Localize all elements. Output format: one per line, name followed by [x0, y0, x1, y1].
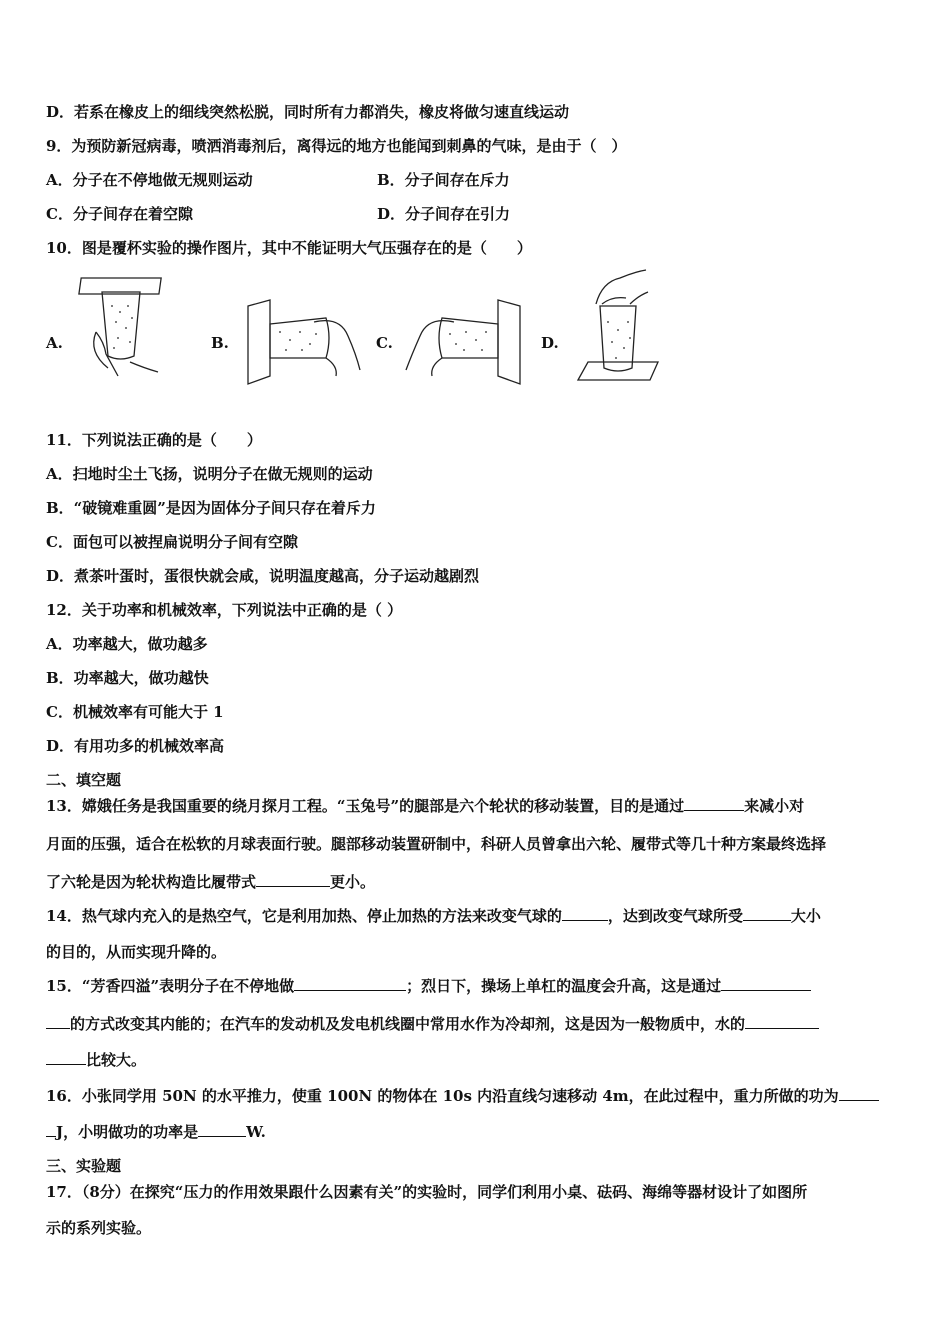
q10-figure-b: [240, 296, 364, 390]
q16-text-2a: J，小明做功的功率是: [56, 1123, 199, 1141]
q16-text-1: 16．小张同学用 50N 的水平推力，使重 100N 的物体在 10s 内沿直线匀速移动 4m，在此过程中，重力所做的功为: [46, 1087, 839, 1105]
q14-text-1b: ，达到改变气球所受: [607, 907, 743, 925]
q14-line1: [46, 906, 821, 926]
q17-line2: 示的系列实验。: [46, 1219, 152, 1237]
q9-stem: 9．为预防新冠病毒，喷洒消毒剂后，离得远的地方也能闻到刺鼻的气味，是由于（ ）: [46, 137, 627, 155]
q15-text-3: 比较大。: [86, 1051, 147, 1069]
q15-blank-1[interactable]: [294, 976, 406, 991]
q16-blank-2[interactable]: [198, 1122, 246, 1137]
q10-stem: 10．图是覆杯实验的操作图片，其中不能证明大气压强存在的是（ ）: [46, 239, 532, 257]
q16-blank-1-cont[interactable]: [46, 1122, 56, 1137]
q15-line3: [46, 1050, 146, 1070]
q8-option-d: D．若系在橡皮上的细线突然松脱，同时所有力都消失，橡皮将做匀速直线运动: [46, 103, 570, 121]
q14-blank-2[interactable]: [743, 906, 791, 921]
q11-option-c: C．面包可以被捏扁说明分子间有空隙: [46, 533, 298, 551]
q10-label-a: A.: [46, 334, 63, 352]
q16-line2: [46, 1122, 266, 1142]
q14-blank-1[interactable]: [562, 906, 608, 921]
q13-text-3a: 了六轮是因为轮状构造比履带式: [46, 873, 257, 891]
q10-figure-d: [572, 268, 664, 390]
q14-line2: 的目的，从而实现升降的。: [46, 943, 227, 961]
q10-figure-a: [78, 272, 170, 384]
q14-text-1a: 14．热气球内充入的是热空气，它是利用加热、停止加热的方法来改变气球的: [46, 907, 562, 925]
q10-label-b: B.: [211, 334, 229, 352]
q14-text-1c: 大小: [790, 907, 821, 925]
q9-option-b: B．分子间存在斥力: [377, 171, 510, 189]
q10-figure-c: [402, 296, 526, 390]
q13-text-3b: 更小。: [330, 873, 376, 891]
q12-option-d: D．有用功多的机械效率高: [46, 737, 225, 755]
q15-text-1a: 15．“芳香四溢”表明分子在不停地做: [46, 977, 295, 995]
q13-text-1b: 来减小对: [744, 797, 805, 815]
q9-option-a: A．分子在不停地做无规则运动: [46, 171, 253, 189]
q13-line1: [46, 796, 804, 816]
q11-option-a: A．扫地时尘土飞扬，说明分子在做无规则的运动: [46, 465, 373, 483]
q11-option-b: B．“破镜难重圆”是因为固体分子间只存在着斥力: [46, 499, 376, 517]
q9-option-d: D．分子间存在引力: [377, 205, 511, 223]
q15-text-1b: ；烈日下，操场上单杠的温度会升高，这是通过: [406, 977, 722, 995]
q12-option-a: A．功率越大，做功越多: [46, 635, 208, 653]
q15-text-2a: 的方式改变其内能的；在汽车的发动机及发电机线圈中常用水作为冷却剂，这是因为一般物质中，水的: [70, 1015, 746, 1033]
q12-option-c: C．机械效率有可能大于 1: [46, 703, 224, 721]
q12-stem: 12．关于功率和机械效率，下列说法中正确的是（ ）: [46, 601, 403, 619]
q16-blank-1[interactable]: [839, 1086, 879, 1101]
q15-blank-3-cont[interactable]: [46, 1050, 86, 1065]
q9-option-c: C．分子间存在着空隙: [46, 205, 193, 223]
q17-line1: 17．（8分）在探究“压力的作用效果跟什么因素有关”的实验时，同学们利用小桌、砝码、海绵等器材设计了如图所: [46, 1183, 808, 1201]
q10-label-c: C.: [376, 334, 393, 352]
section-experiment-title: 三、实验题: [46, 1157, 122, 1175]
q15-line1: [46, 976, 811, 996]
q15-line2: [46, 1014, 819, 1034]
q11-stem: 11．下列说法正确的是（ ）: [46, 431, 262, 449]
q13-blank-2[interactable]: [256, 872, 330, 887]
q12-option-b: B．功率越大，做功越快: [46, 669, 209, 687]
q11-option-d: D．煮茶叶蛋时，蛋很快就会咸，说明温度越高，分子运动越剧烈: [46, 567, 480, 585]
q15-blank-3[interactable]: [745, 1014, 819, 1029]
q13-text-1a: 13．嫦娥任务是我国重要的绕月探月工程。“玉兔号”的腿部是六个轮状的移动装置，目的是通过: [46, 797, 685, 815]
q13-line3: [46, 872, 375, 892]
q13-line2: 月面的压强，适合在松软的月球表面行驶。腿部移动装置研制中，科研人员曾拿出六轮、履带式等几十种方案最终选择: [46, 835, 827, 853]
q15-blank-2-cont[interactable]: [46, 1014, 70, 1029]
section-fill-in-title: 二、填空题: [46, 771, 122, 789]
q15-blank-2[interactable]: [721, 976, 811, 991]
q13-blank-1[interactable]: [684, 796, 744, 811]
q10-label-d: D.: [541, 334, 559, 352]
q16-text-2b: W.: [246, 1123, 266, 1141]
q16-line1: [46, 1086, 879, 1106]
